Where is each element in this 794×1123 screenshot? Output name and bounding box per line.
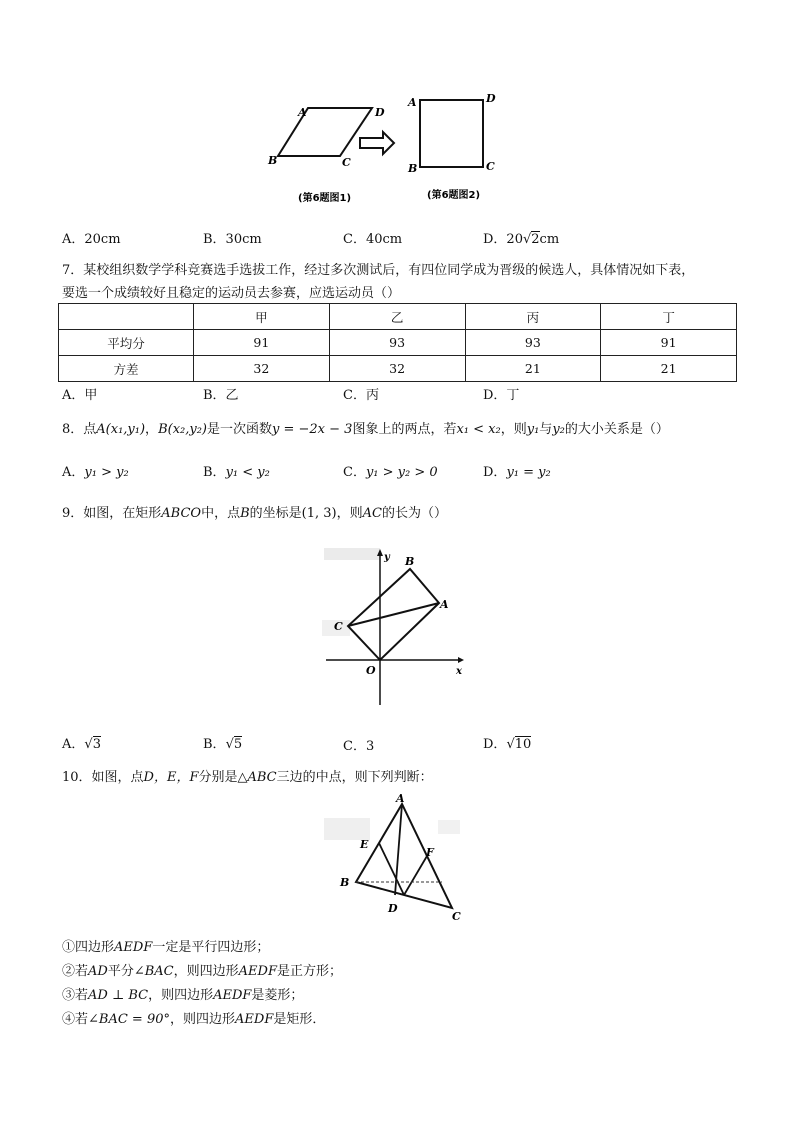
q9-text-part: 中，点 bbox=[201, 506, 241, 521]
q9-text bbox=[62, 502, 447, 521]
q9-label-b: B bbox=[405, 555, 415, 568]
q10-text bbox=[62, 766, 433, 785]
x-axis-arrow-icon bbox=[458, 657, 464, 663]
q8-option-c bbox=[343, 461, 438, 480]
fig1-label-a: A bbox=[298, 106, 307, 119]
q7-option-b: B．乙 bbox=[203, 388, 239, 403]
table-header-row bbox=[59, 304, 737, 330]
option-prefix: B． bbox=[203, 465, 226, 480]
q10-statement-3 bbox=[62, 984, 303, 1003]
q8-text bbox=[62, 418, 669, 437]
table-row bbox=[59, 330, 737, 356]
statement-part: ，则四边形 bbox=[173, 964, 239, 979]
q10-text-part: 10．如图，点 bbox=[62, 770, 144, 785]
q10-points: D，E，F bbox=[143, 770, 199, 785]
q10-label-d: D bbox=[388, 902, 398, 915]
q6-figure bbox=[260, 90, 510, 215]
q6-option-d-suffix: cm bbox=[539, 232, 560, 247]
fig1-label-b: B bbox=[268, 154, 278, 167]
q9-rect-name: ABCO bbox=[161, 506, 202, 521]
fig2-label-a: A bbox=[408, 96, 417, 109]
q6-option-d-prefix: D．20 bbox=[483, 232, 523, 247]
q9-label-c: C bbox=[334, 620, 343, 633]
q7-option-c: C．丙 bbox=[343, 388, 379, 403]
table-header-cell: 甲 bbox=[194, 304, 330, 330]
scan-artifact bbox=[438, 820, 460, 834]
q8-point-a: A(x₁,y₁) bbox=[96, 422, 146, 437]
q8-option-a bbox=[62, 461, 129, 480]
option-radicand: 3 bbox=[92, 737, 101, 752]
arrow-right-icon bbox=[360, 132, 394, 154]
q6-option-d bbox=[483, 228, 559, 247]
fig2-label-c: C bbox=[486, 160, 495, 173]
fig2-label-b: B bbox=[408, 162, 418, 175]
statement-math: ∠BAC = 90° bbox=[88, 1012, 170, 1027]
q8-text-part: 是一次函数 bbox=[207, 422, 273, 437]
table-cell: 32 bbox=[329, 356, 465, 382]
statement-part: ，则四边形 bbox=[148, 988, 214, 1003]
q8-text-part: ， bbox=[145, 422, 159, 437]
q10-statement-1 bbox=[62, 936, 269, 955]
q9-label-a: A bbox=[440, 598, 449, 611]
triangle-abc bbox=[356, 804, 452, 908]
q6-option-b: B．30cm bbox=[203, 232, 262, 247]
segment-df bbox=[404, 856, 427, 895]
q6-option-a: A．20cm bbox=[62, 232, 121, 247]
q9-option-c: C．3 bbox=[343, 739, 375, 754]
sqrt-icon: √ bbox=[225, 737, 234, 752]
statement-math: AEDF bbox=[114, 940, 153, 955]
table-header-cell: 丁 bbox=[601, 304, 737, 330]
statement-math: AEDF bbox=[213, 988, 252, 1003]
table-cell: 32 bbox=[194, 356, 330, 382]
statement-part: ②若 bbox=[62, 964, 89, 979]
statement-math: AEDF bbox=[238, 964, 277, 979]
q8-text-part: 图象上的两点，若 bbox=[352, 422, 457, 437]
q8-y2: y₂ bbox=[552, 422, 565, 437]
q10-label-c: C bbox=[452, 910, 461, 923]
q8-function: y = −2x − 3 bbox=[272, 422, 353, 437]
statement-part: ①四边形 bbox=[62, 940, 115, 955]
statement-part: 是矩形． bbox=[273, 1012, 326, 1027]
q9-segment: AC bbox=[362, 506, 382, 521]
statement-part: 平分 bbox=[107, 964, 134, 979]
scan-artifact bbox=[324, 818, 370, 840]
q6-option-c: C．40cm bbox=[343, 232, 403, 247]
statement-part: 一定是平行四边形； bbox=[152, 940, 270, 955]
table-cell: 21 bbox=[465, 356, 601, 382]
q10-label-f: F bbox=[426, 846, 434, 859]
q9-label-y: y bbox=[384, 552, 390, 563]
statement-math: ∠BAC bbox=[133, 964, 174, 979]
sqrt-icon: √ bbox=[506, 737, 515, 752]
q8-point-b: B(x₂,y₂) bbox=[158, 422, 207, 437]
option-prefix: D． bbox=[483, 737, 507, 752]
table-cell: 93 bbox=[465, 330, 601, 356]
option-math: y₁ > y₂ > 0 bbox=[365, 465, 438, 480]
q8-option-b bbox=[203, 461, 270, 480]
table-cell: 91 bbox=[194, 330, 330, 356]
statement-part: ④若 bbox=[62, 1012, 89, 1027]
q9-figure bbox=[318, 540, 468, 710]
q8-option-d bbox=[483, 461, 551, 480]
table-header-cell: 丙 bbox=[465, 304, 601, 330]
table-cell: 方差 bbox=[59, 356, 194, 382]
q10-label-a: A bbox=[396, 792, 405, 805]
table-header-cell: 乙 bbox=[329, 304, 465, 330]
statement-math: AD bbox=[88, 964, 108, 979]
fig2-caption: (第6题图2) bbox=[427, 190, 481, 201]
q8-y1: y₁ bbox=[526, 422, 540, 437]
table-cell: 91 bbox=[601, 330, 737, 356]
fig1-label-c: C bbox=[342, 156, 351, 169]
table-cell: 平均分 bbox=[59, 330, 194, 356]
statement-math: AD ⊥ BC bbox=[88, 988, 149, 1003]
q10-text-part: 分别是 bbox=[198, 770, 238, 785]
q9-text-part: ，则 bbox=[336, 506, 363, 521]
q9-text-part: 的长为（） bbox=[381, 506, 447, 521]
q8-condition: x₁ < x₂ bbox=[456, 422, 501, 437]
q7-option-a: A．甲 bbox=[62, 388, 98, 403]
statement-part: ③若 bbox=[62, 988, 89, 1003]
option-math: y₁ = y₂ bbox=[506, 465, 551, 480]
q7-text-line1: 7．某校组织数学学科竞赛选手选拔工作，经过多次测试后，有四位同学成为晋级的候选人，具体情况如下表， bbox=[62, 263, 695, 278]
q10-label-e: E bbox=[360, 838, 369, 851]
q8-text-part: 8．点 bbox=[62, 422, 97, 437]
option-prefix: D． bbox=[483, 465, 507, 480]
fig2-label-d: D bbox=[486, 92, 496, 105]
q8-text-part: ，则 bbox=[500, 422, 527, 437]
table-header-cell bbox=[59, 304, 194, 330]
q10-statement-2 bbox=[62, 960, 342, 979]
sqrt-icon: √ bbox=[522, 232, 532, 247]
q10-label-b: B bbox=[340, 876, 350, 889]
q9-text-part: 9．如图，在矩形 bbox=[62, 506, 162, 521]
option-prefix: B． bbox=[203, 737, 226, 752]
q6-option-d-radicand: 2 bbox=[531, 232, 540, 247]
table-cell: 93 bbox=[329, 330, 465, 356]
q7-option-d: D．丁 bbox=[483, 388, 520, 403]
fig1-caption: (第6题图1) bbox=[298, 193, 352, 204]
option-math: y₁ < y₂ bbox=[225, 465, 270, 480]
q9-text-part: 的坐标是 bbox=[249, 506, 302, 521]
statement-part: ，则四边形 bbox=[170, 1012, 236, 1027]
q9-option-b bbox=[203, 733, 242, 752]
q10-figure bbox=[320, 790, 470, 925]
table-row bbox=[59, 356, 737, 382]
q10-triangle: △ABC bbox=[237, 770, 277, 785]
scan-artifact bbox=[324, 548, 380, 560]
q10-text-part: 三边的中点，则下列判断： bbox=[276, 770, 433, 785]
option-radicand: 10 bbox=[514, 737, 532, 752]
option-prefix: A． bbox=[62, 737, 85, 752]
q7-text-line2: 要选一个成绩较好且稳定的运动员去参赛，应选运动员（） bbox=[62, 286, 401, 301]
option-radicand: 5 bbox=[233, 737, 243, 752]
statement-math: AEDF bbox=[235, 1012, 274, 1027]
statement-part: 是菱形； bbox=[251, 988, 304, 1003]
statement-part: 是正方形； bbox=[276, 964, 342, 979]
option-prefix: A． bbox=[62, 465, 85, 480]
q9-point: B bbox=[240, 506, 250, 521]
segment-ad bbox=[395, 804, 402, 895]
q8-text-part: 的大小关系是（） bbox=[564, 422, 669, 437]
q9-option-a bbox=[62, 733, 101, 752]
q9-option-d bbox=[483, 733, 531, 752]
q9-label-x: x bbox=[456, 666, 462, 677]
segment-de bbox=[379, 843, 404, 895]
q7-table bbox=[58, 303, 737, 382]
option-math: y₁ > y₂ bbox=[84, 465, 129, 480]
q8-text-part: 与 bbox=[539, 422, 553, 437]
option-prefix: C． bbox=[343, 465, 366, 480]
sqrt-icon: √ bbox=[84, 737, 93, 752]
table-cell: 21 bbox=[601, 356, 737, 382]
fig1-label-d: D bbox=[375, 106, 385, 119]
square-shape bbox=[420, 100, 483, 167]
q9-label-o: O bbox=[366, 664, 376, 677]
parallelogram-shape bbox=[278, 108, 372, 156]
q10-statement-4 bbox=[62, 1008, 325, 1027]
q9-coordinate: (1, 3) bbox=[301, 506, 337, 521]
